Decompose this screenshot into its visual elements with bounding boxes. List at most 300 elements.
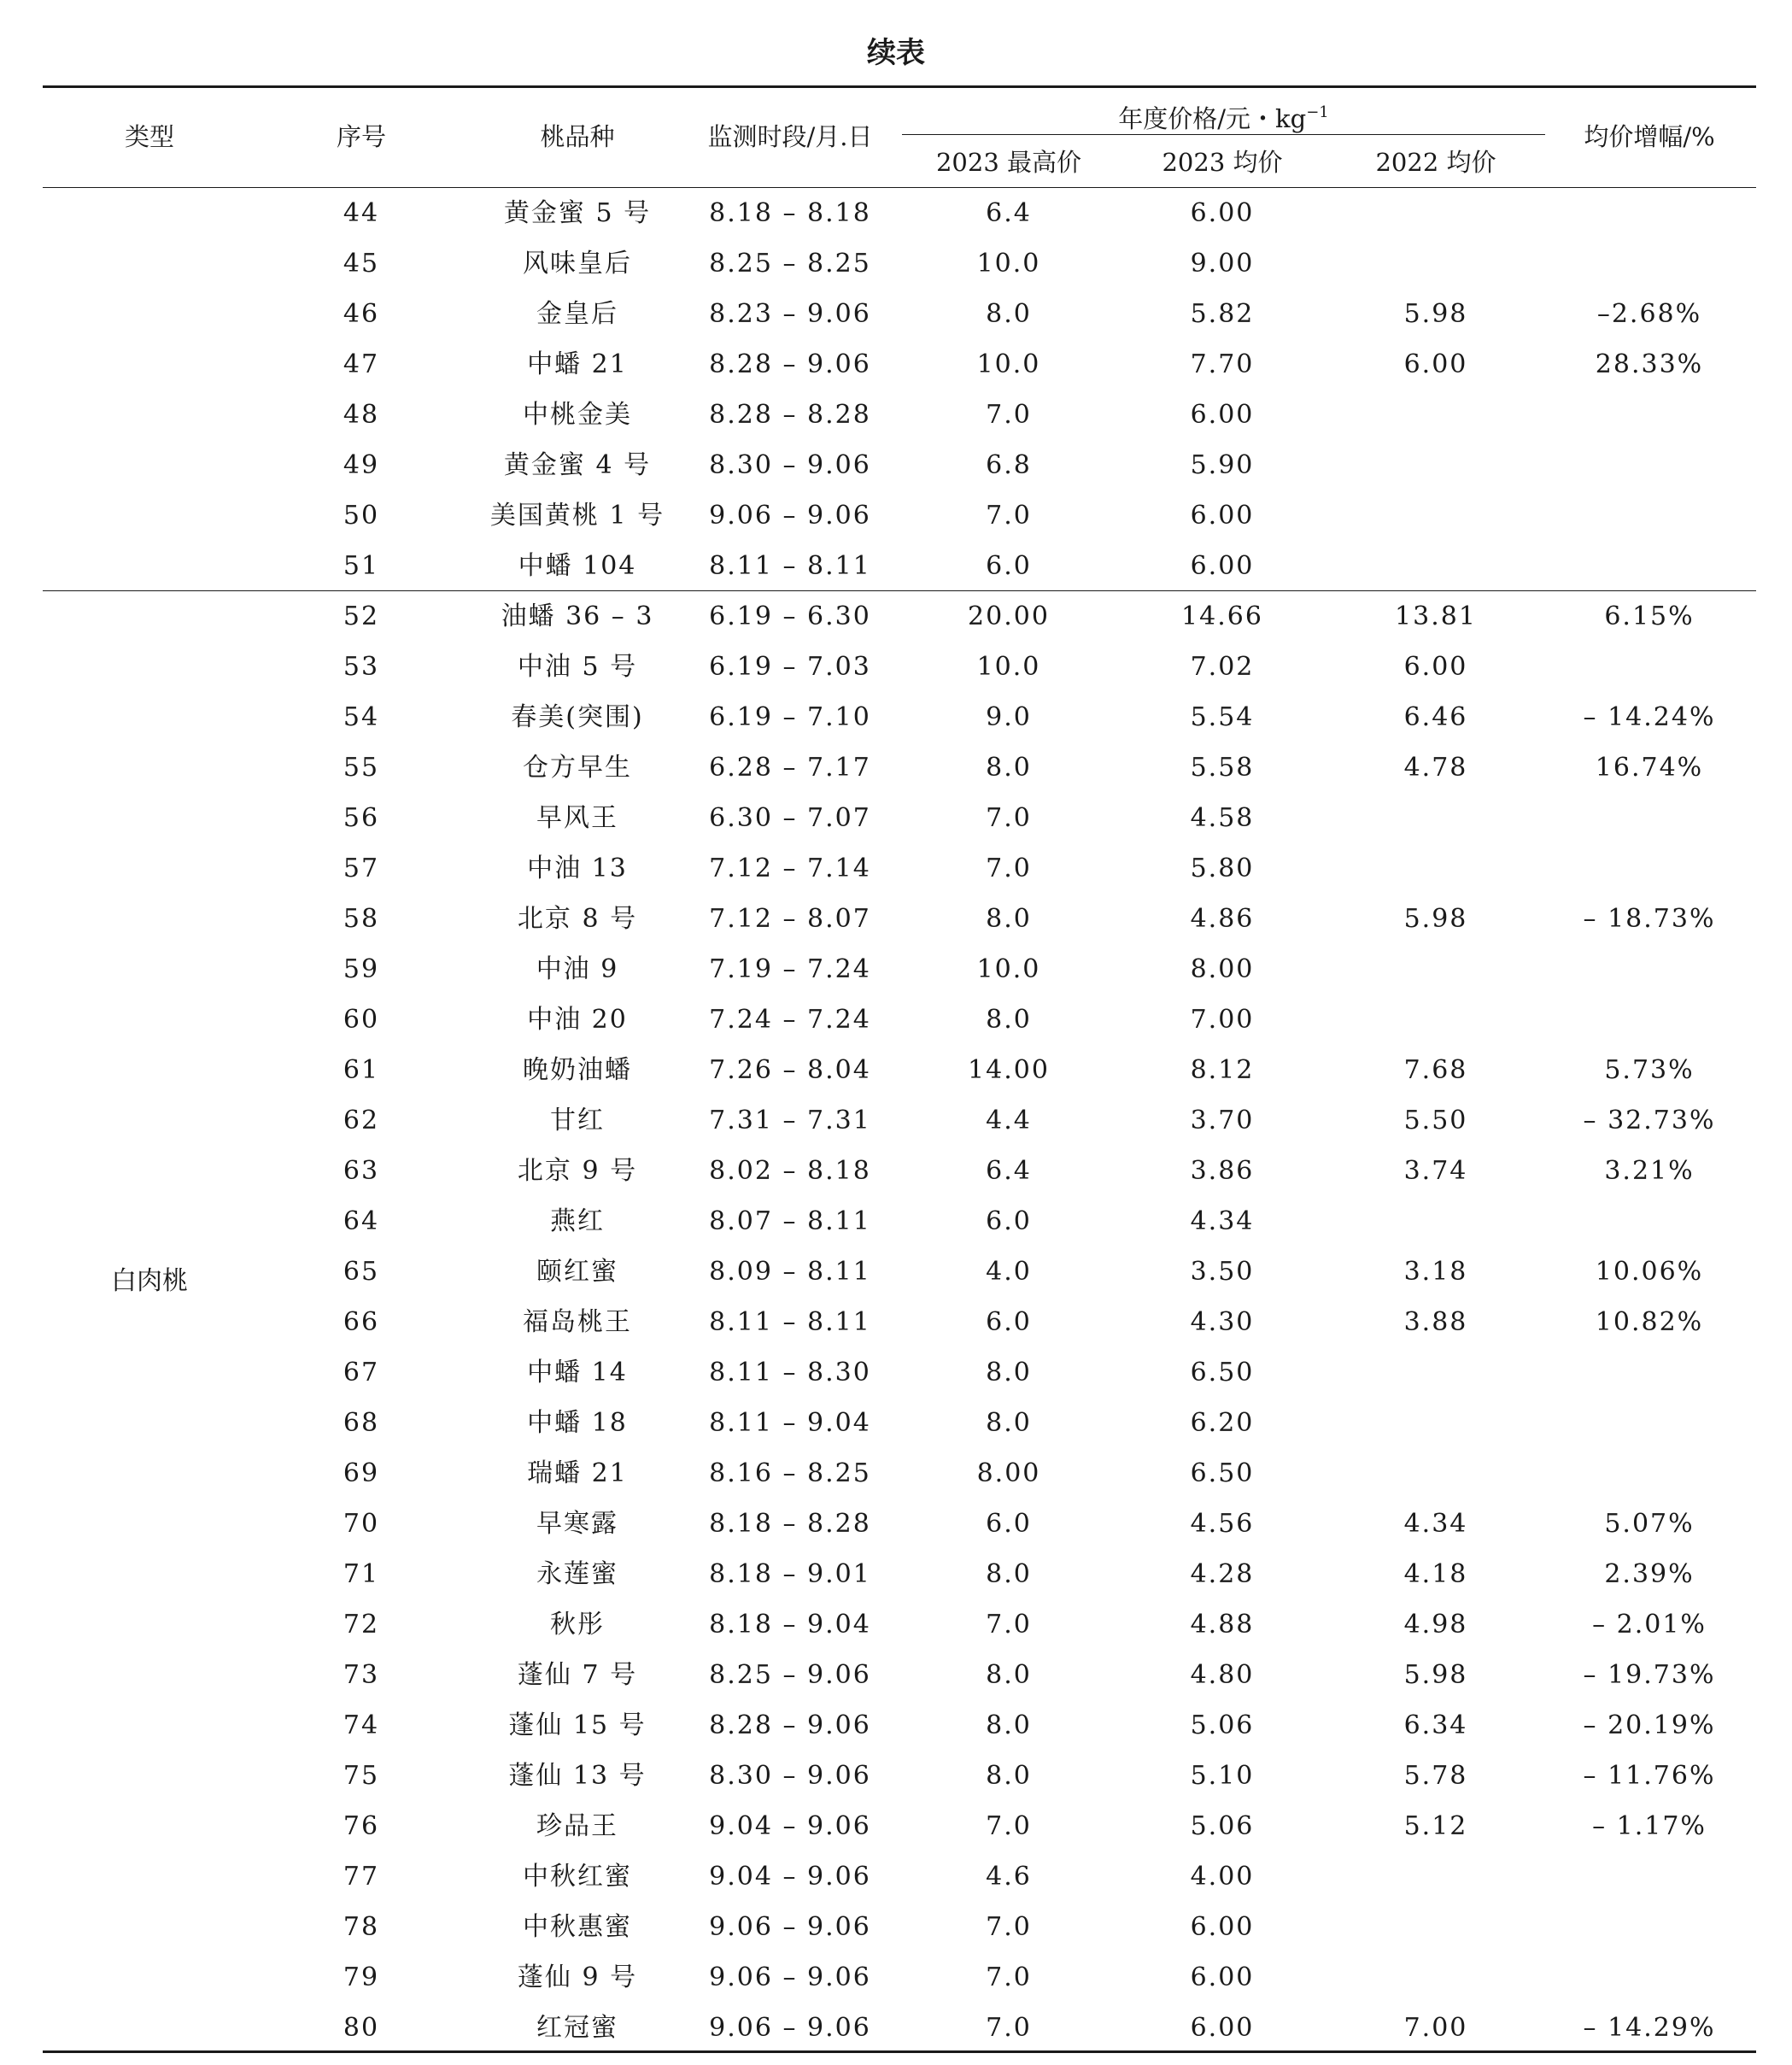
cell-change: – 14.29% — [1583, 2013, 1716, 2043]
cell-seq: 77 — [343, 1862, 380, 1892]
cell-change — [1543, 642, 1756, 692]
cell-change — [1543, 1902, 1756, 1952]
cell-avg2023: 7.00 — [1190, 1005, 1255, 1035]
cell-max2023: 8.0 — [986, 1761, 1032, 1791]
cell-variety: 蓬仙 13 号 — [508, 1761, 647, 1791]
cell-avg2022 — [1329, 994, 1543, 1045]
table-row — [0, 1851, 1792, 1902]
cell-period: 8.11 – 8.11 — [709, 1307, 871, 1337]
cell-avg2022: 3.74 — [1403, 1156, 1468, 1186]
cell-variety: 美国黄桃 1 号 — [489, 501, 665, 531]
cell-change: 16.74% — [1595, 753, 1704, 783]
cell-avg2023: 5.80 — [1190, 854, 1255, 883]
cell-avg2023: 8.12 — [1190, 1055, 1255, 1085]
cell-avg2022 — [1329, 1347, 1543, 1398]
cell-period: 8.11 – 8.30 — [709, 1358, 871, 1387]
cell-variety: 中蟠 21 — [527, 349, 628, 379]
cell-seq: 49 — [343, 450, 380, 480]
cell-variety: 蓬仙 9 号 — [517, 1962, 638, 1992]
table-row — [0, 390, 1792, 440]
cell-change — [1543, 390, 1756, 440]
table-row — [0, 1448, 1792, 1499]
table-row — [0, 994, 1792, 1045]
cell-seq: 51 — [343, 551, 380, 581]
cell-variety: 福岛桃王 — [523, 1307, 632, 1337]
cell-period: 7.24 – 7.24 — [709, 1005, 871, 1035]
cell-max2023: 7.0 — [986, 1962, 1032, 1992]
cell-period: 8.18 – 9.01 — [709, 1559, 871, 1589]
cell-change — [1543, 1851, 1756, 1902]
cell-max2023: 10.0 — [976, 954, 1041, 984]
cell-period: 8.11 – 8.11 — [709, 551, 871, 581]
group-type-white-peach: 白肉桃 — [111, 1266, 188, 1296]
cell-seq: 55 — [343, 753, 380, 783]
cell-seq: 62 — [343, 1106, 380, 1135]
cell-avg2022: 5.98 — [1403, 1660, 1468, 1690]
table-row — [0, 2003, 1792, 2053]
cell-avg2023: 6.00 — [1190, 198, 1255, 228]
cell-avg2023: 3.50 — [1190, 1257, 1255, 1287]
cell-variety: 燕红 — [550, 1206, 605, 1236]
cell-max2023: 6.8 — [986, 450, 1032, 480]
table-row — [0, 1700, 1792, 1751]
cell-max2023: 14.00 — [968, 1055, 1050, 1085]
cell-change: – 2.01% — [1592, 1610, 1707, 1640]
cell-change: – 1.17% — [1592, 1811, 1707, 1841]
cell-avg2023: 7.02 — [1190, 652, 1255, 682]
cell-max2023: 7.0 — [986, 1912, 1032, 1942]
cell-seq: 63 — [343, 1156, 380, 1186]
cell-period: 8.09 – 8.11 — [709, 1257, 871, 1287]
cell-change: – 11.76% — [1583, 1761, 1716, 1791]
cell-period: 8.23 – 9.06 — [709, 299, 871, 329]
cell-avg2022 — [1329, 843, 1543, 894]
table-row — [0, 1952, 1792, 2003]
table-row — [0, 793, 1792, 843]
cell-change: – 19.73% — [1583, 1660, 1716, 1690]
cell-seq: 71 — [343, 1559, 380, 1589]
cell-change: – 20.19% — [1583, 1710, 1716, 1740]
cell-max2023: 8.0 — [986, 753, 1032, 783]
cell-variety: 中油 9 — [536, 954, 619, 984]
cell-seq: 70 — [343, 1509, 380, 1539]
table-row — [0, 1801, 1792, 1851]
cell-period: 9.06 – 9.06 — [709, 501, 871, 531]
cell-avg2023: 6.50 — [1190, 1458, 1255, 1488]
cell-change: – 18.73% — [1583, 904, 1716, 934]
table-row — [0, 541, 1792, 591]
cell-seq: 59 — [343, 954, 380, 984]
cell-seq: 56 — [343, 803, 380, 833]
cell-avg2023: 4.00 — [1190, 1862, 1255, 1892]
cell-max2023: 4.0 — [986, 1257, 1032, 1287]
cell-change: 28.33% — [1595, 349, 1704, 379]
cell-variety: 金皇后 — [536, 299, 618, 329]
table-row — [0, 1095, 1792, 1146]
cell-max2023: 8.0 — [986, 904, 1032, 934]
header-type: 类型 — [124, 122, 174, 151]
cell-period: 8.25 – 8.25 — [709, 249, 871, 279]
table-row — [0, 289, 1792, 339]
cell-max2023: 6.4 — [986, 1156, 1032, 1186]
cell-avg2023: 5.54 — [1190, 702, 1255, 732]
header-change: 均价增幅/% — [1584, 122, 1715, 151]
cell-change: 5.07% — [1604, 1509, 1695, 1539]
cell-avg2022: 5.98 — [1403, 904, 1468, 934]
cell-seq: 79 — [343, 1962, 380, 1992]
cell-avg2022 — [1329, 1902, 1543, 1952]
cell-seq: 75 — [343, 1761, 380, 1791]
table-row — [0, 1146, 1792, 1196]
cell-change — [1543, 188, 1756, 238]
cell-change — [1543, 1398, 1756, 1448]
cell-variety: 颐红蜜 — [536, 1257, 618, 1287]
cell-variety: 中油 5 号 — [517, 652, 638, 682]
cell-avg2022: 6.46 — [1403, 702, 1468, 732]
table-row — [0, 1499, 1792, 1549]
cell-variety: 中秋红蜜 — [523, 1862, 632, 1892]
cell-max2023: 10.0 — [976, 349, 1041, 379]
cell-max2023: 7.0 — [986, 501, 1032, 531]
cell-avg2022: 6.00 — [1403, 349, 1468, 379]
cell-avg2022 — [1329, 793, 1543, 843]
cell-variety: 油蟠 36 – 3 — [501, 601, 654, 631]
cell-variety: 蓬仙 15 号 — [508, 1710, 647, 1740]
cell-change: 10.82% — [1595, 1307, 1704, 1337]
table-row — [0, 1751, 1792, 1801]
cell-avg2022 — [1329, 1196, 1543, 1247]
cell-avg2023: 5.90 — [1190, 450, 1255, 480]
cell-avg2023: 4.34 — [1190, 1206, 1255, 1236]
cell-period: 8.28 – 8.28 — [709, 400, 871, 430]
cell-seq: 73 — [343, 1660, 380, 1690]
cell-change — [1543, 541, 1756, 591]
header-max2023: 2023 最高价 — [935, 148, 1082, 177]
cell-variety: 中油 13 — [527, 854, 628, 883]
cell-avg2022: 6.34 — [1403, 1710, 1468, 1740]
cell-variety: 春美(突围) — [511, 702, 644, 732]
table-row — [0, 1549, 1792, 1599]
cell-avg2023: 4.58 — [1190, 803, 1255, 833]
cell-avg2023: 9.00 — [1190, 249, 1255, 279]
cell-period: 7.26 – 8.04 — [709, 1055, 871, 1085]
cell-avg2022: 6.00 — [1403, 652, 1468, 682]
cell-period: 6.30 – 7.07 — [709, 803, 871, 833]
cell-period: 8.30 – 9.06 — [709, 1761, 871, 1791]
cell-max2023: 6.0 — [986, 551, 1032, 581]
cell-seq: 58 — [343, 904, 380, 934]
cell-avg2023: 6.50 — [1190, 1358, 1255, 1387]
cell-max2023: 8.0 — [986, 1710, 1032, 1740]
cell-variety: 黄金蜜 5 号 — [503, 198, 652, 228]
cell-variety: 中蟠 18 — [527, 1408, 628, 1438]
cell-seq: 44 — [343, 198, 380, 228]
cell-max2023: 8.0 — [986, 1559, 1032, 1589]
cell-change: – 14.24% — [1583, 702, 1716, 732]
header-avg2022: 2022 均价 — [1375, 148, 1496, 177]
cell-variety: 中秋惠蜜 — [523, 1912, 632, 1942]
group-divider-rule — [43, 590, 1756, 591]
cell-max2023: 8.0 — [986, 299, 1032, 329]
bottom-rule — [43, 2050, 1756, 2053]
cell-avg2022: 13.81 — [1395, 601, 1477, 631]
cell-max2023: 8.00 — [976, 1458, 1041, 1488]
cell-period: 8.18 – 8.18 — [709, 198, 871, 228]
cell-avg2023: 6.00 — [1190, 501, 1255, 531]
table-row — [0, 490, 1792, 541]
cell-avg2022 — [1329, 440, 1543, 490]
cell-variety: 北京 8 号 — [517, 904, 638, 934]
cell-seq: 46 — [343, 299, 380, 329]
cell-period: 8.18 – 8.28 — [709, 1509, 871, 1539]
cell-change: –2.68% — [1596, 299, 1702, 329]
cell-variety: 秋彤 — [550, 1610, 605, 1640]
cell-change — [1543, 944, 1756, 994]
cell-max2023: 10.0 — [976, 249, 1041, 279]
cell-change: 2.39% — [1604, 1559, 1695, 1589]
cell-seq: 67 — [343, 1358, 380, 1387]
cell-seq: 47 — [343, 349, 380, 379]
cell-seq: 45 — [343, 249, 380, 279]
cell-avg2023: 6.20 — [1190, 1408, 1255, 1438]
cell-avg2023: 14.66 — [1181, 601, 1263, 631]
cell-max2023: 6.0 — [986, 1509, 1032, 1539]
cell-period: 8.28 – 9.06 — [709, 1710, 871, 1740]
cell-avg2023: 6.00 — [1190, 2013, 1255, 2043]
cell-avg2023: 5.06 — [1190, 1811, 1255, 1841]
cell-period: 8.18 – 9.04 — [709, 1610, 871, 1640]
cell-avg2022: 4.78 — [1403, 753, 1468, 783]
cell-avg2023: 5.06 — [1190, 1710, 1255, 1740]
cell-variety: 早风王 — [536, 803, 618, 833]
cell-variety: 黄金蜜 4 号 — [503, 450, 652, 480]
cell-max2023: 7.0 — [986, 1811, 1032, 1841]
table-row — [0, 1045, 1792, 1095]
table-row — [0, 1398, 1792, 1448]
cell-seq: 69 — [343, 1458, 380, 1488]
cell-seq: 50 — [343, 501, 380, 531]
cell-period: 7.12 – 7.14 — [709, 854, 871, 883]
cell-avg2023: 3.70 — [1190, 1106, 1255, 1135]
cell-period: 9.06 – 9.06 — [709, 1962, 871, 1992]
cell-variety: 仓方早生 — [523, 753, 632, 783]
cell-variety: 风味皇后 — [523, 249, 632, 279]
cell-variety: 甘红 — [550, 1106, 605, 1135]
cell-seq: 68 — [343, 1408, 380, 1438]
cell-variety: 蓬仙 7 号 — [517, 1660, 638, 1690]
table-row — [0, 339, 1792, 390]
cell-seq: 78 — [343, 1912, 380, 1942]
cell-avg2022 — [1329, 490, 1543, 541]
cell-period: 8.16 – 8.25 — [709, 1458, 871, 1488]
cell-change: – 32.73% — [1583, 1106, 1716, 1135]
cell-change — [1543, 490, 1756, 541]
cell-avg2023: 8.00 — [1190, 954, 1255, 984]
table-row — [0, 1347, 1792, 1398]
cell-avg2023: 6.00 — [1190, 1962, 1255, 1992]
cell-change — [1543, 440, 1756, 490]
cell-period: 8.25 – 9.06 — [709, 1660, 871, 1690]
cell-change — [1543, 1347, 1756, 1398]
cell-avg2022 — [1329, 238, 1543, 289]
cell-variety: 晚奶油蟠 — [523, 1055, 632, 1085]
cell-max2023: 8.0 — [986, 1358, 1032, 1387]
cell-change: 6.15% — [1604, 601, 1695, 631]
cell-change: 10.06% — [1595, 1257, 1704, 1287]
table-row — [0, 843, 1792, 894]
cell-period: 6.19 – 7.10 — [709, 702, 871, 732]
table-row — [0, 1297, 1792, 1347]
cell-avg2022: 4.18 — [1403, 1559, 1468, 1589]
cell-seq: 65 — [343, 1257, 380, 1287]
cell-avg2022: 5.12 — [1403, 1811, 1468, 1841]
cell-seq: 80 — [343, 2013, 380, 2043]
cell-max2023: 7.0 — [986, 400, 1032, 430]
cell-period: 9.04 – 9.06 — [709, 1862, 871, 1892]
cell-change: 5.73% — [1604, 1055, 1695, 1085]
cell-change — [1543, 1448, 1756, 1499]
cell-max2023: 9.0 — [986, 702, 1032, 732]
cell-change — [1543, 843, 1756, 894]
header-price-group-label: 年度价格/元・kg — [1118, 104, 1307, 133]
header-price-group-exponent: −1 — [1306, 103, 1329, 121]
cell-avg2023: 6.00 — [1190, 551, 1255, 581]
cell-max2023: 7.0 — [986, 803, 1032, 833]
cell-avg2022 — [1329, 1851, 1543, 1902]
cell-max2023: 8.0 — [986, 1408, 1032, 1438]
cell-max2023: 4.6 — [986, 1862, 1032, 1892]
cell-max2023: 10.0 — [976, 652, 1041, 682]
cell-avg2023: 7.70 — [1190, 349, 1255, 379]
table-row — [0, 1650, 1792, 1700]
cell-avg2022 — [1329, 188, 1543, 238]
cell-change: 3.21% — [1604, 1156, 1695, 1186]
cell-variety: 北京 9 号 — [517, 1156, 638, 1186]
cell-seq: 48 — [343, 400, 380, 430]
cell-change — [1543, 1196, 1756, 1247]
cell-seq: 60 — [343, 1005, 380, 1035]
cell-seq: 57 — [343, 854, 380, 883]
cell-change — [1543, 793, 1756, 843]
cell-period: 8.11 – 9.04 — [709, 1408, 871, 1438]
cell-avg2023: 4.28 — [1190, 1559, 1255, 1589]
header-period: 监测时段/月.日 — [707, 122, 873, 151]
cell-max2023: 7.0 — [986, 2013, 1032, 2043]
cell-period: 9.06 – 9.06 — [709, 2013, 871, 2043]
cell-avg2022: 3.88 — [1403, 1307, 1468, 1337]
cell-seq: 64 — [343, 1206, 380, 1236]
cell-change — [1543, 238, 1756, 289]
cell-avg2023: 4.30 — [1190, 1307, 1255, 1337]
cell-variety: 中蟠 14 — [527, 1358, 628, 1387]
cell-period: 7.19 – 7.24 — [709, 954, 871, 984]
cell-avg2023: 5.10 — [1190, 1761, 1255, 1791]
cell-avg2023: 5.82 — [1190, 299, 1255, 329]
cell-seq: 66 — [343, 1307, 380, 1337]
table-row — [0, 1599, 1792, 1650]
table-row — [0, 440, 1792, 490]
header-seq: 序号 — [336, 122, 386, 151]
cell-avg2022 — [1329, 1398, 1543, 1448]
cell-max2023: 6.4 — [986, 198, 1032, 228]
cell-avg2023: 4.56 — [1190, 1509, 1255, 1539]
cell-max2023: 8.0 — [986, 1660, 1032, 1690]
table-row — [0, 642, 1792, 692]
cell-variety: 红冠蜜 — [536, 2013, 618, 2043]
cell-avg2023: 4.88 — [1190, 1610, 1255, 1640]
table-row — [0, 1902, 1792, 1952]
cell-avg2022: 4.34 — [1403, 1509, 1468, 1539]
cell-seq: 53 — [343, 652, 380, 682]
table-row — [0, 591, 1792, 642]
cell-variety: 瑞蟠 21 — [527, 1458, 628, 1488]
table-row — [0, 1196, 1792, 1247]
table-row — [0, 692, 1792, 742]
cell-seq: 52 — [343, 601, 380, 631]
cell-change — [1543, 994, 1756, 1045]
cell-avg2022: 5.78 — [1403, 1761, 1468, 1791]
table-row — [0, 944, 1792, 994]
cell-variety: 永莲蜜 — [536, 1559, 618, 1589]
table-title: 续表 — [867, 36, 925, 70]
header-avg2023: 2023 均价 — [1162, 148, 1283, 177]
table-row — [0, 894, 1792, 944]
cell-period: 7.12 – 8.07 — [709, 904, 871, 934]
cell-avg2022 — [1329, 541, 1543, 591]
cell-avg2023: 4.86 — [1190, 904, 1255, 934]
cell-period: 6.19 – 6.30 — [709, 601, 871, 631]
cell-variety: 早寒露 — [536, 1509, 618, 1539]
cell-avg2022: 4.98 — [1403, 1610, 1468, 1640]
cell-max2023: 4.4 — [986, 1106, 1032, 1135]
cell-avg2022: 3.18 — [1403, 1257, 1468, 1287]
cell-period: 8.02 – 8.18 — [709, 1156, 871, 1186]
cell-period: 8.30 – 9.06 — [709, 450, 871, 480]
cell-seq: 61 — [343, 1055, 380, 1085]
cell-change — [1543, 1952, 1756, 2003]
cell-avg2023: 6.00 — [1190, 400, 1255, 430]
cell-avg2022 — [1329, 944, 1543, 994]
cell-max2023: 6.0 — [986, 1206, 1032, 1236]
cell-max2023: 6.0 — [986, 1307, 1032, 1337]
cell-avg2022 — [1329, 1448, 1543, 1499]
table-row — [0, 742, 1792, 793]
cell-max2023: 20.00 — [968, 601, 1050, 631]
cell-period: 9.06 – 9.06 — [709, 1912, 871, 1942]
cell-avg2023: 3.86 — [1190, 1156, 1255, 1186]
cell-max2023: 7.0 — [986, 854, 1032, 883]
cell-seq: 74 — [343, 1710, 380, 1740]
cell-seq: 54 — [343, 702, 380, 732]
cell-variety: 中蟠 104 — [518, 551, 637, 581]
cell-avg2022: 5.50 — [1403, 1106, 1468, 1135]
cell-seq: 72 — [343, 1610, 380, 1640]
cell-seq: 76 — [343, 1811, 380, 1841]
cell-avg2023: 4.80 — [1190, 1660, 1255, 1690]
cell-period: 7.31 – 7.31 — [709, 1106, 871, 1135]
cell-max2023: 8.0 — [986, 1005, 1032, 1035]
cell-avg2022 — [1329, 1952, 1543, 2003]
cell-variety: 中油 20 — [527, 1005, 628, 1035]
header-variety: 桃品种 — [540, 122, 615, 151]
cell-period: 8.07 – 8.11 — [709, 1206, 871, 1236]
cell-avg2022: 7.00 — [1403, 2013, 1468, 2043]
cell-period: 8.28 – 9.06 — [709, 349, 871, 379]
cell-period: 9.04 – 9.06 — [709, 1811, 871, 1841]
cell-avg2023: 5.58 — [1190, 753, 1255, 783]
cell-max2023: 7.0 — [986, 1610, 1032, 1640]
table-row — [0, 238, 1792, 289]
